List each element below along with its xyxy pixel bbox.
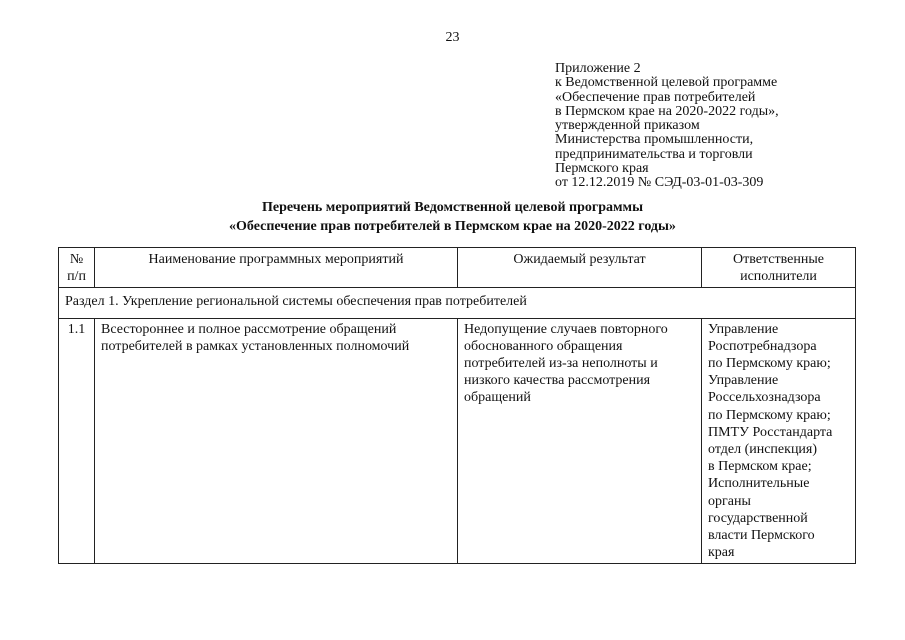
appendix-line: Пермского края: [555, 161, 649, 177]
header-event-name: Наименование программных мероприятий: [95, 248, 458, 288]
cell-line: потребителей из-за неполноты и: [464, 356, 658, 372]
appendix-line: в Пермском крае на 2020-2022 годы»,: [555, 103, 779, 119]
cell-line: отдел (инспекция): [708, 442, 818, 458]
header-number-line: №: [69, 252, 84, 267]
title-line: «Обеспечение прав потребителей в Пермском крае на 2020-2022 годы»: [229, 219, 676, 234]
cell-line: по Пермскому краю;: [708, 407, 831, 423]
header-expected-result: Ожидаемый результат: [458, 248, 702, 288]
cell-line: Роспотребнадзора: [708, 338, 817, 354]
cell-line: Россельхознадзора: [708, 390, 821, 406]
title-line: Перечень мероприятий Ведомственной целевой программы: [261, 200, 644, 215]
table-row: [59, 318, 856, 564]
row-event-name: [95, 318, 458, 564]
table-header-row: [59, 248, 856, 288]
cell-line: власти Пермского: [708, 528, 815, 544]
cell-line: ПМТУ Росстандарта: [708, 424, 833, 440]
appendix-line: предпринимательства и торговли: [555, 146, 753, 162]
cell-line: Всестороннее и полное рассмотрение обращений: [101, 321, 397, 337]
cell-line: в Пермском крае;: [708, 459, 812, 475]
cell-line: Недопущение случаев повторного: [464, 321, 668, 337]
cell-line: органы: [708, 493, 751, 509]
page-number: 23: [445, 30, 460, 45]
row-number: 1.1: [59, 318, 95, 564]
section-title: Раздел 1. Укрепление региональной системы обеспечения прав потребителей: [59, 288, 856, 318]
cell-line: потребителей в рамках установленных полномочий: [101, 338, 410, 354]
appendix-line: Министерства промышленности,: [555, 132, 754, 148]
events-table: [58, 247, 856, 564]
cell-line: обоснованного обращения: [464, 338, 623, 354]
cell-line: обращений: [464, 390, 531, 406]
appendix-block: [555, 62, 885, 191]
cell-line: Исполнительные: [708, 476, 810, 492]
row-expected-result: [458, 318, 702, 564]
appendix-line: к Ведомственной целевой программе: [555, 75, 778, 91]
header-responsible-line: Ответственные: [733, 252, 824, 267]
row-responsible: [702, 318, 856, 564]
document-title: [0, 198, 905, 236]
section-row: [59, 288, 856, 318]
header-responsible: [702, 248, 856, 288]
appendix-line: Приложение 2: [555, 61, 641, 76]
header-number-line: п/п: [67, 269, 86, 285]
appendix-line: утвержденной приказом: [555, 118, 700, 134]
cell-line: Управление: [708, 373, 779, 389]
header-responsible-line: исполнители: [740, 269, 817, 285]
cell-line: края: [708, 545, 735, 561]
appendix-line: от 12.12.2019 № СЭД-03-01-03-309: [555, 175, 764, 191]
appendix-line: «Обеспечение прав потребителей: [555, 89, 756, 105]
cell-line: низкого качества рассмотрения: [464, 373, 651, 389]
cell-line: Управление: [708, 321, 779, 337]
cell-line: по Пермскому краю;: [708, 356, 831, 372]
cell-line: государственной: [708, 510, 808, 526]
header-number: [59, 248, 95, 288]
